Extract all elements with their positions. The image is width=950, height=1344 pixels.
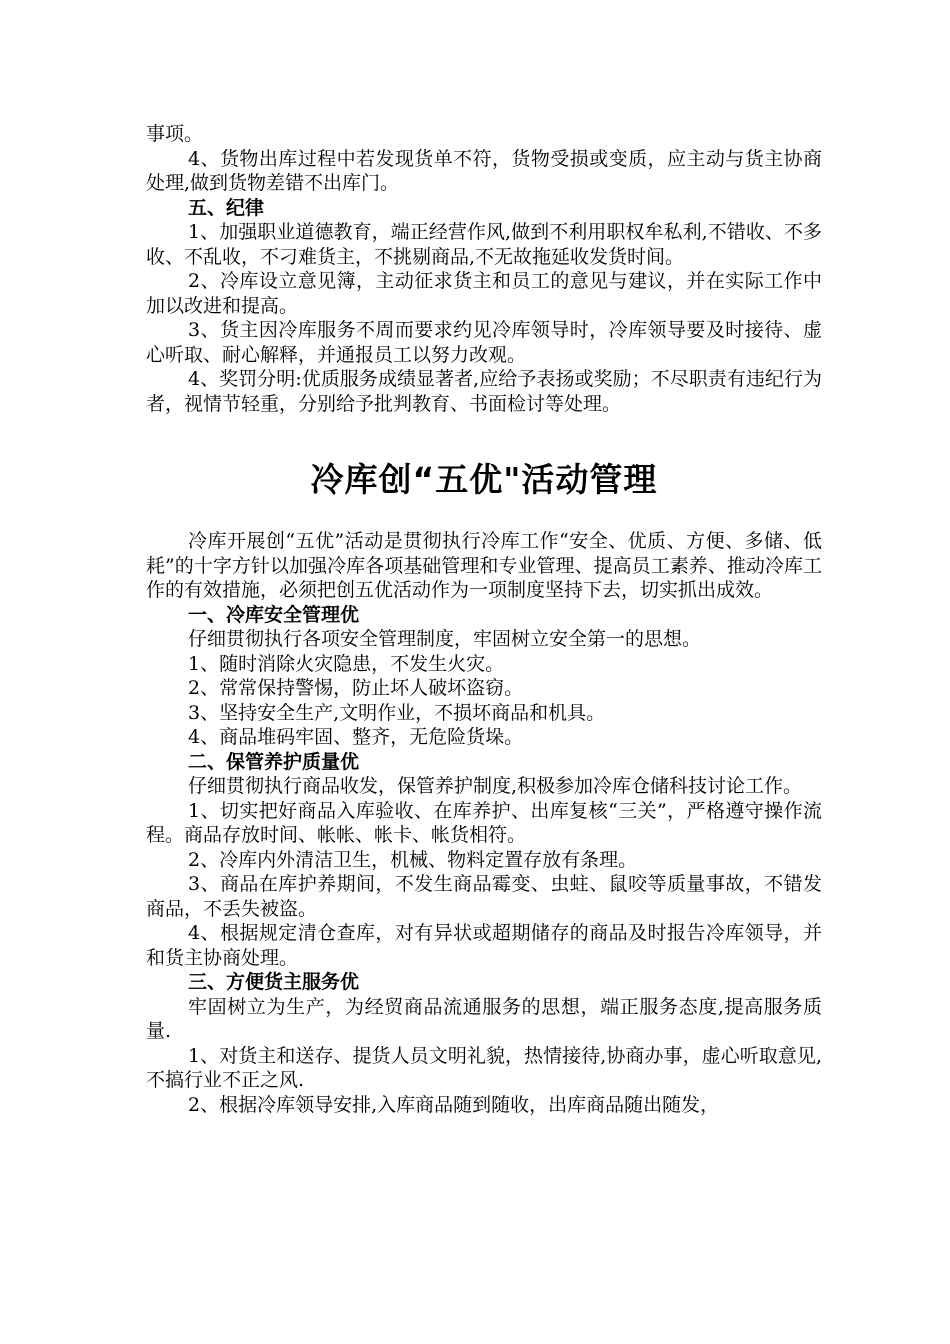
list-item: 2、根据冷库领导安排,入库商品随到随收，出库商品随出随发， <box>188 1093 720 1116</box>
section-heading-storage-quality: 二、保管养护质量优 <box>188 750 360 773</box>
intro-paragraph: 冷库开展创“五优”活动是贯彻执行冷库工作“安全、优质、方便、多储、低耗”的十字方针以加强冷库各项基础管理和专业管理、提高员工素养、推动冷库工作的有效措施，必须把创五优活动作为一项制度坚持下去，切实抓出成效。 <box>146 530 822 601</box>
list-item: 1、随时消除火灾隐患，不发生火灾。 <box>188 652 505 675</box>
section-heading-safety: 一、冷库安全管理优 <box>188 603 360 626</box>
document-page <box>146 122 822 1117</box>
paragraph: 4、奖罚分明:优质服务成绩显著者,应给予表扬或奖励；不尽职责有违纪行为者，视情节轻重，分别给予批判教育、书面检讨等处理。 <box>146 368 822 415</box>
paragraph: 4、货物出库过程中若发现货单不符，货物受损或变质，应主动与货主协商处理,做到货物差错不出库门。 <box>146 147 822 194</box>
paragraph: 3、货主因冷库服务不周而要求约见冷库领导时，冷库领导要及时接待、虚心听取、耐心解释，并通报员工以努力改观。 <box>146 319 822 366</box>
paragraph: 1、加强职业道德教育，端正经营作风,做到不利用职权牟私利,不错收、不多收、不乱收，不刁难货主，不挑剔商品,不无故拖延收发货时间。 <box>146 221 822 268</box>
list-item: 4、根据规定清仓查库，对有异状或超期储存的商品及时报告冷库领导，并和货主协商处理。 <box>146 922 822 969</box>
section-heading-discipline: 五、纪律 <box>188 196 265 219</box>
page-title: 冷库创“五优"活动管理 <box>310 460 658 499</box>
paragraph: 仔细贯彻执行各项安全管理制度，牢固树立安全第一的思想。 <box>188 628 702 650</box>
list-item: 3、商品在库护养期间，不发生商品霉变、虫蛀、鼠咬等质量事故，不错发商品，不丢失被盗。 <box>146 873 822 920</box>
list-item: 1、切实把好商品入库验收、在库养护、出库复核“三关”，严格遵守操作流程。商品存放时间、帐帐、帐卡、帐货相符。 <box>146 799 822 846</box>
section-heading-service: 三、方便货主服务优 <box>188 971 360 993</box>
list-item: 2、冷库内外清洁卫生，机械、物料定置存放有条理。 <box>188 848 638 871</box>
paragraph: 牢固树立为生产，为经贸商品流通服务的思想，端正服务态度,提高服务质量. <box>146 995 822 1042</box>
list-item: 3、坚持安全生产,文明作业，不损坏商品和机具。 <box>188 701 606 724</box>
list-item: 2、常常保持警惕，防止坏人破坏盗窃。 <box>188 677 524 699</box>
list-item: 4、商品堆码牢固、整齐，无危险货垛。 <box>188 726 524 748</box>
paragraph: 2、冷库设立意见簿，主动征求货主和员工的意见与建议，并在实际工作中加以改进和提高。 <box>146 270 822 317</box>
paragraph: 事项。 <box>146 123 204 145</box>
paragraph: 仔细贯彻执行商品收发，保管养护制度,积极参加冷库仓储科技讨论工作。 <box>188 775 803 797</box>
list-item: 1、对货主和送存、提货人员文明礼貌，热情接待,协商办事，虚心听取意见,不搞行业不正之风. <box>146 1044 822 1091</box>
